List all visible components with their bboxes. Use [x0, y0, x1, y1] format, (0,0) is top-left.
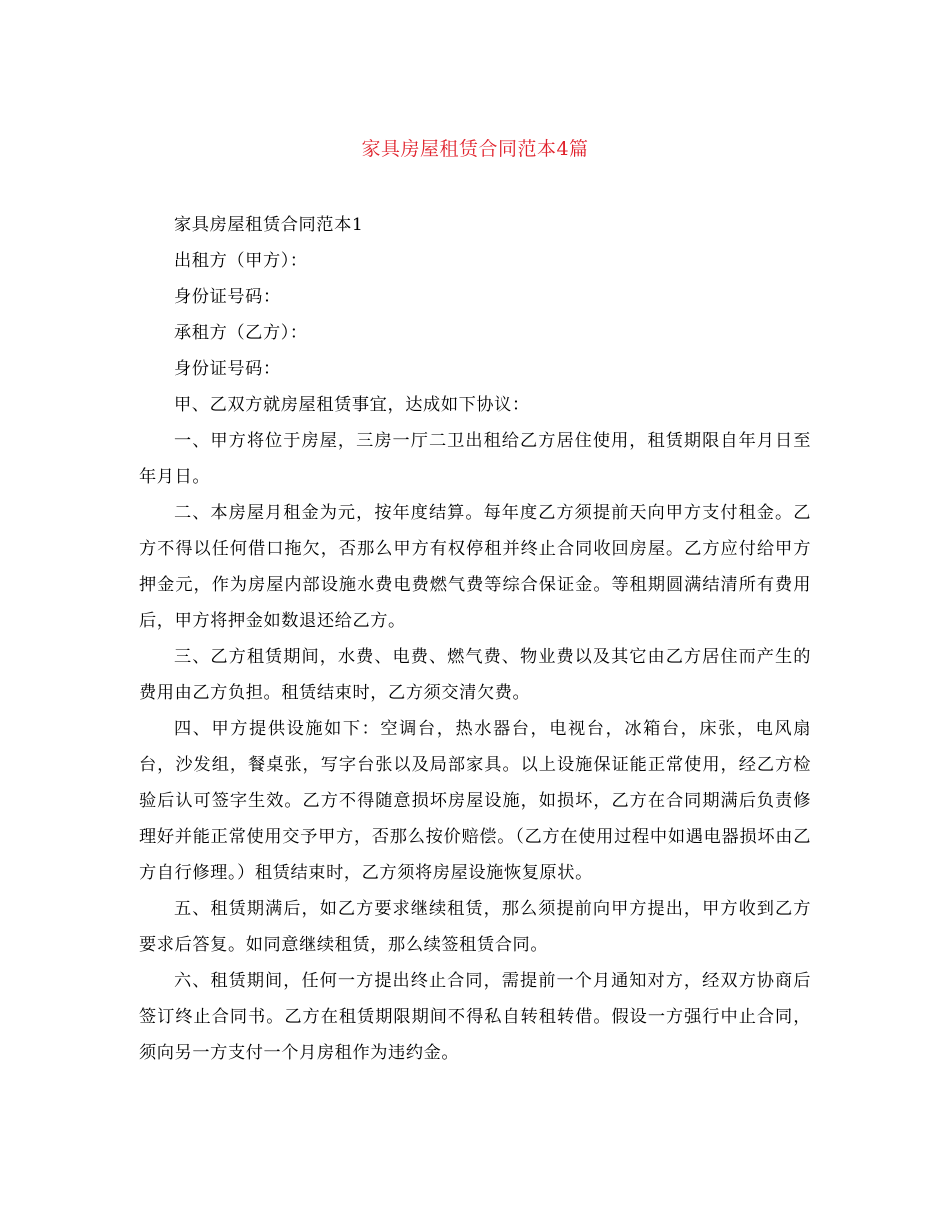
- lessor-id-field: 身份证号码：: [174, 287, 281, 307]
- clause-1: 一、甲方将位于房屋，三房一厅二卫出租给乙方居住使用，租赁期限自年月日至年月日。: [139, 431, 811, 487]
- clause-4: 四、甲方提供设施如下：空调台，热水器台，电视台，冰箱台，床张，电风扇台，沙发组，餐桌张，写字台张以及局部家具。以上设施保证能正常使用，经乙方检验后认可签字生效。乙方不得随意损坏房屋设施，如损坏，乙方在合同期满后负责修理好并能正常使用交予甲方，否那么按价赔偿。（乙方在使用过程中如遇电器损坏由乙方自行修理。）租赁结束时，乙方须将房屋设施恢复原状。: [139, 719, 811, 883]
- clause-3: 三、乙方租赁期间，水费、电费、燃气费、物业费以及其它由乙方居住而产生的费用由乙方负担。租赁结束时，乙方须交清欠费。: [139, 647, 811, 703]
- document-title: 家具房屋租赁合同范本4篇: [361, 138, 589, 160]
- clause-2: 二、本房屋月租金为元，按年度结算。每年度乙方须提前天向甲方支付租金。乙方不得以任何借口拖欠，否那么甲方有权停租并终止合同收回房屋。乙方应付给甲方押金元，作为房屋内部设施水费电费燃气费等综合保证金。等租期圆满结清所有费用后，甲方将押金如数退还给乙方。: [139, 503, 811, 631]
- agreement-intro: 甲、乙双方就房屋租赁事宜，达成如下协议：: [174, 395, 530, 415]
- lessee-field: 承租方（乙方）：: [174, 323, 308, 343]
- clause-5: 五、租赁期满后，如乙方要求继续租赁，那么须提前向甲方提出，甲方收到乙方要求后答复。如同意继续租赁，那么续签租赁合同。: [139, 899, 811, 955]
- lessee-id-field: 身份证号码：: [174, 359, 281, 379]
- clause-6: 六、租赁期间，任何一方提出终止合同，需提前一个月通知对方，经双方协商后签订终止合同书。乙方在租赁期限期间不得私自转租转借。假设一方强行中止合同，须向另一方支付一个月房租作为违约金。: [139, 971, 811, 1063]
- lessor-field: 出租方（甲方）：: [174, 251, 308, 271]
- document-body: [139, 207, 811, 1071]
- contract-subtitle: 家具房屋租赁合同范本1: [174, 215, 364, 235]
